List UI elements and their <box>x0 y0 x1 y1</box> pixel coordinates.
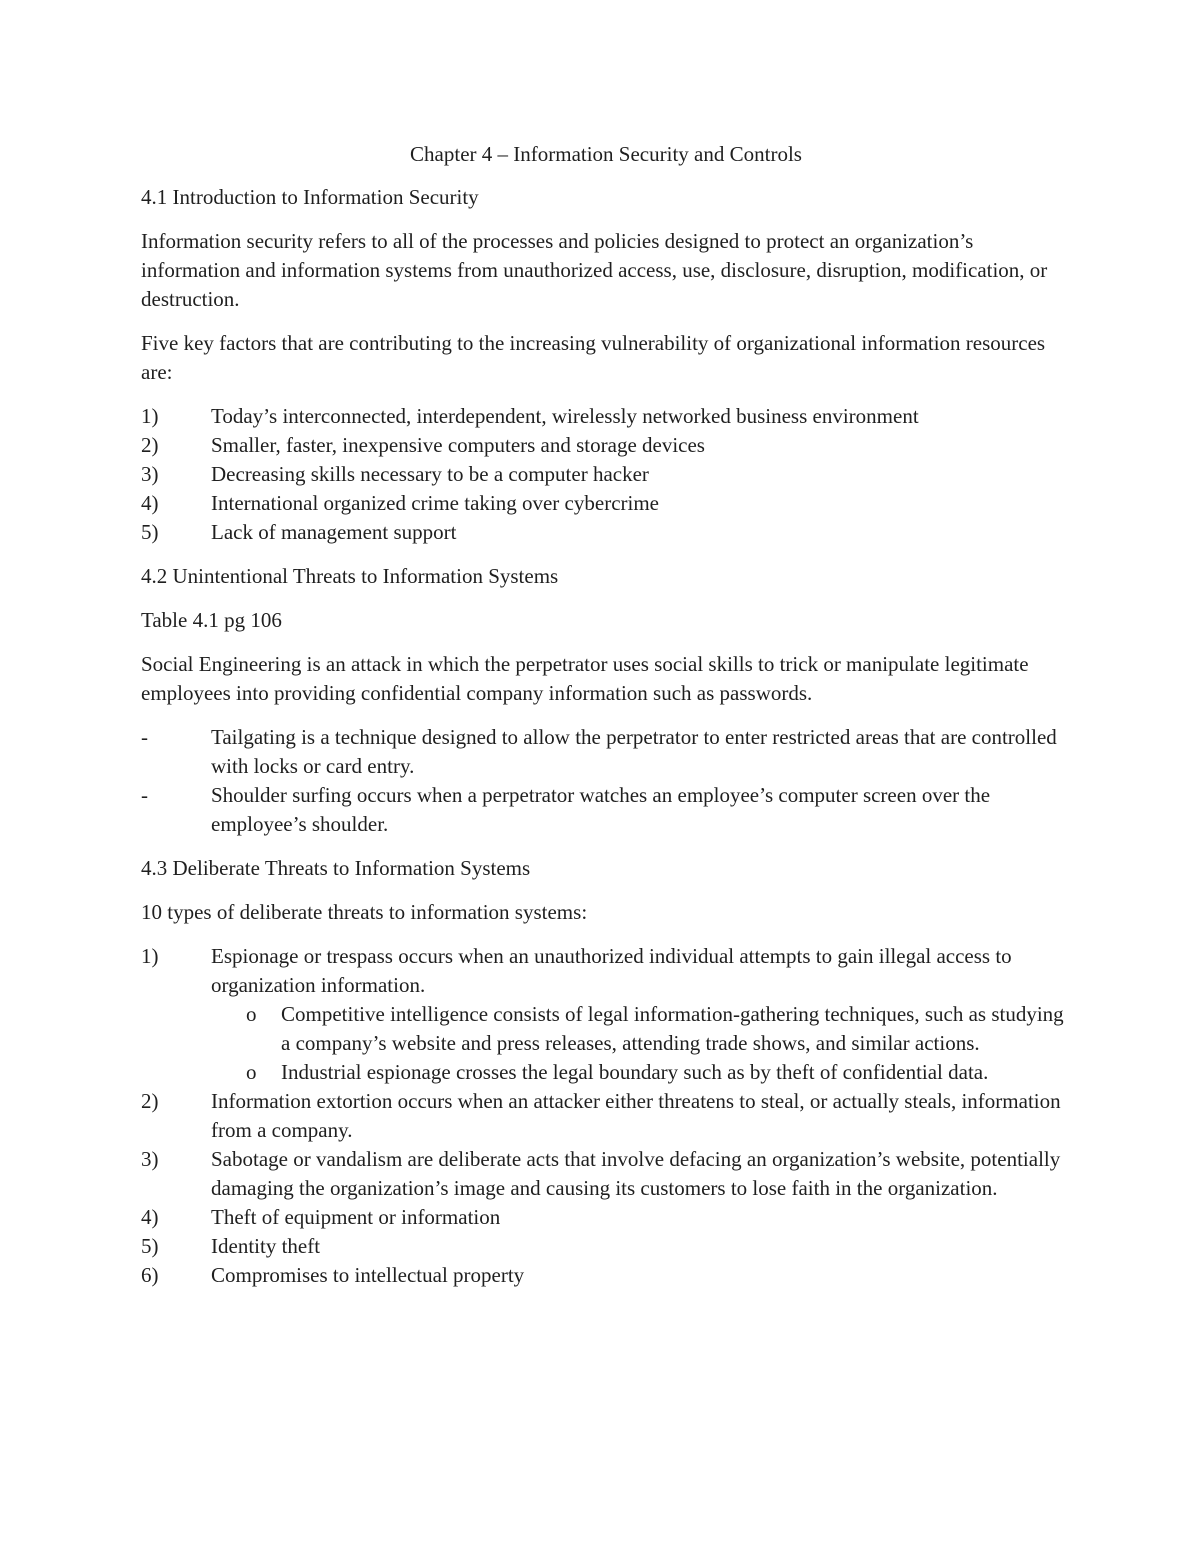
list-item <box>141 942 1071 1087</box>
list-item-text: Espionage or trespass occurs when an unauthorized individual attempts to gain illegal access to organization information. <box>211 944 1012 997</box>
list-item <box>141 781 1071 839</box>
list-item-text: Today’s interconnected, interdependent, wirelessly networked business environment <box>211 404 919 428</box>
list-item-text: Information extortion occurs when an attacker either threatens to steal, or actually steals, information from a company. <box>211 1089 1061 1142</box>
list-marker: 2) <box>141 433 159 457</box>
list-item-text: Theft of equipment or information <box>211 1205 501 1229</box>
list-marker: 5) <box>141 520 159 544</box>
list-item <box>141 723 1071 781</box>
sub-list-item-text: Competitive intelligence consists of legal information-gathering techniques, such as studying a company’s website and press releases, attending trade shows, and similar actions. <box>281 1002 1064 1055</box>
list-item <box>141 460 1071 489</box>
list-item <box>141 431 1071 460</box>
list-item <box>141 518 1071 547</box>
list-marker: 4) <box>141 1205 159 1229</box>
list-item-text: Shoulder surfing occurs when a perpetrator watches an employee’s computer screen over the employee’s shoulder. <box>211 783 991 836</box>
list-item <box>141 402 1071 431</box>
section-heading-4-1: 4.1 Introduction to Information Security <box>141 185 479 209</box>
list-item <box>141 489 1071 518</box>
list-marker: - <box>141 725 148 749</box>
sub-list-item-text: Industrial espionage crosses the legal boundary such as by theft of confidential data. <box>281 1060 989 1084</box>
list-item-text: Smaller, faster, inexpensive computers and storage devices <box>211 433 705 457</box>
list-item-text: Lack of management support <box>211 520 457 544</box>
list-item <box>141 1087 1071 1145</box>
list-marker: 3) <box>141 462 159 486</box>
list-item-text: Sabotage or vandalism are deliberate acts that involve defacing an organization’s website, potentially damaging the organization’s image and causing its customers to lose faith in the organization. <box>211 1147 1061 1200</box>
list-marker: 6) <box>141 1263 159 1287</box>
paragraph-key-factors-intro: Five key factors that are contributing to the increasing vulnerability of organizational information resources are: <box>141 331 1046 384</box>
key-factors-list <box>141 402 1071 547</box>
list-item <box>141 1261 1071 1290</box>
section-heading-4-2: 4.2 Unintentional Threats to Information Systems <box>141 564 559 588</box>
list-marker: 4) <box>141 491 159 515</box>
list-marker: 1) <box>141 404 159 428</box>
paragraph-info-security-definition: Information security refers to all of the processes and policies designed to protect an organization’s information and information systems from unauthorized access, use, disclosure, disruption, modification, or destruction. <box>141 229 1048 311</box>
list-item-text: Tailgating is a technique designed to allow the perpetrator to enter restricted areas that are controlled with locks or card entry. <box>211 725 1057 778</box>
deliberate-threats-list <box>141 942 1071 1290</box>
section-heading-4-3: 4.3 Deliberate Threats to Information Systems <box>141 856 531 880</box>
list-item-text: Compromises to intellectual property <box>211 1263 525 1287</box>
table-reference: Table 4.1 pg 106 <box>141 608 282 632</box>
list-marker: 3) <box>141 1147 159 1171</box>
list-marker: 2) <box>141 1089 159 1113</box>
list-item <box>141 1203 1071 1232</box>
sub-list <box>211 1000 1071 1087</box>
list-item <box>141 1145 1071 1203</box>
sub-list-marker: o <box>246 1060 257 1084</box>
sub-list-item <box>211 1000 1071 1058</box>
list-marker: 1) <box>141 944 159 968</box>
list-marker: 5) <box>141 1234 159 1258</box>
paragraph-social-engineering: Social Engineering is an attack in which the perpetrator uses social skills to trick or manipulate legitimate employees into providing confidential company information such as passwords. <box>141 652 1029 705</box>
list-marker: - <box>141 783 148 807</box>
list-item-text: Decreasing skills necessary to be a computer hacker <box>211 462 649 486</box>
list-item-text: Identity theft <box>211 1234 321 1258</box>
social-engineering-list <box>141 723 1071 839</box>
paragraph-threats-intro: 10 types of deliberate threats to information systems: <box>141 900 588 924</box>
list-item-text: International organized crime taking over cybercrime <box>211 491 659 515</box>
sub-list-marker: o <box>246 1002 257 1026</box>
sub-list-item <box>211 1058 1071 1087</box>
list-item <box>141 1232 1071 1261</box>
document-body <box>141 140 1071 1305</box>
page-title: Chapter 4 – Information Security and Controls <box>410 142 802 166</box>
